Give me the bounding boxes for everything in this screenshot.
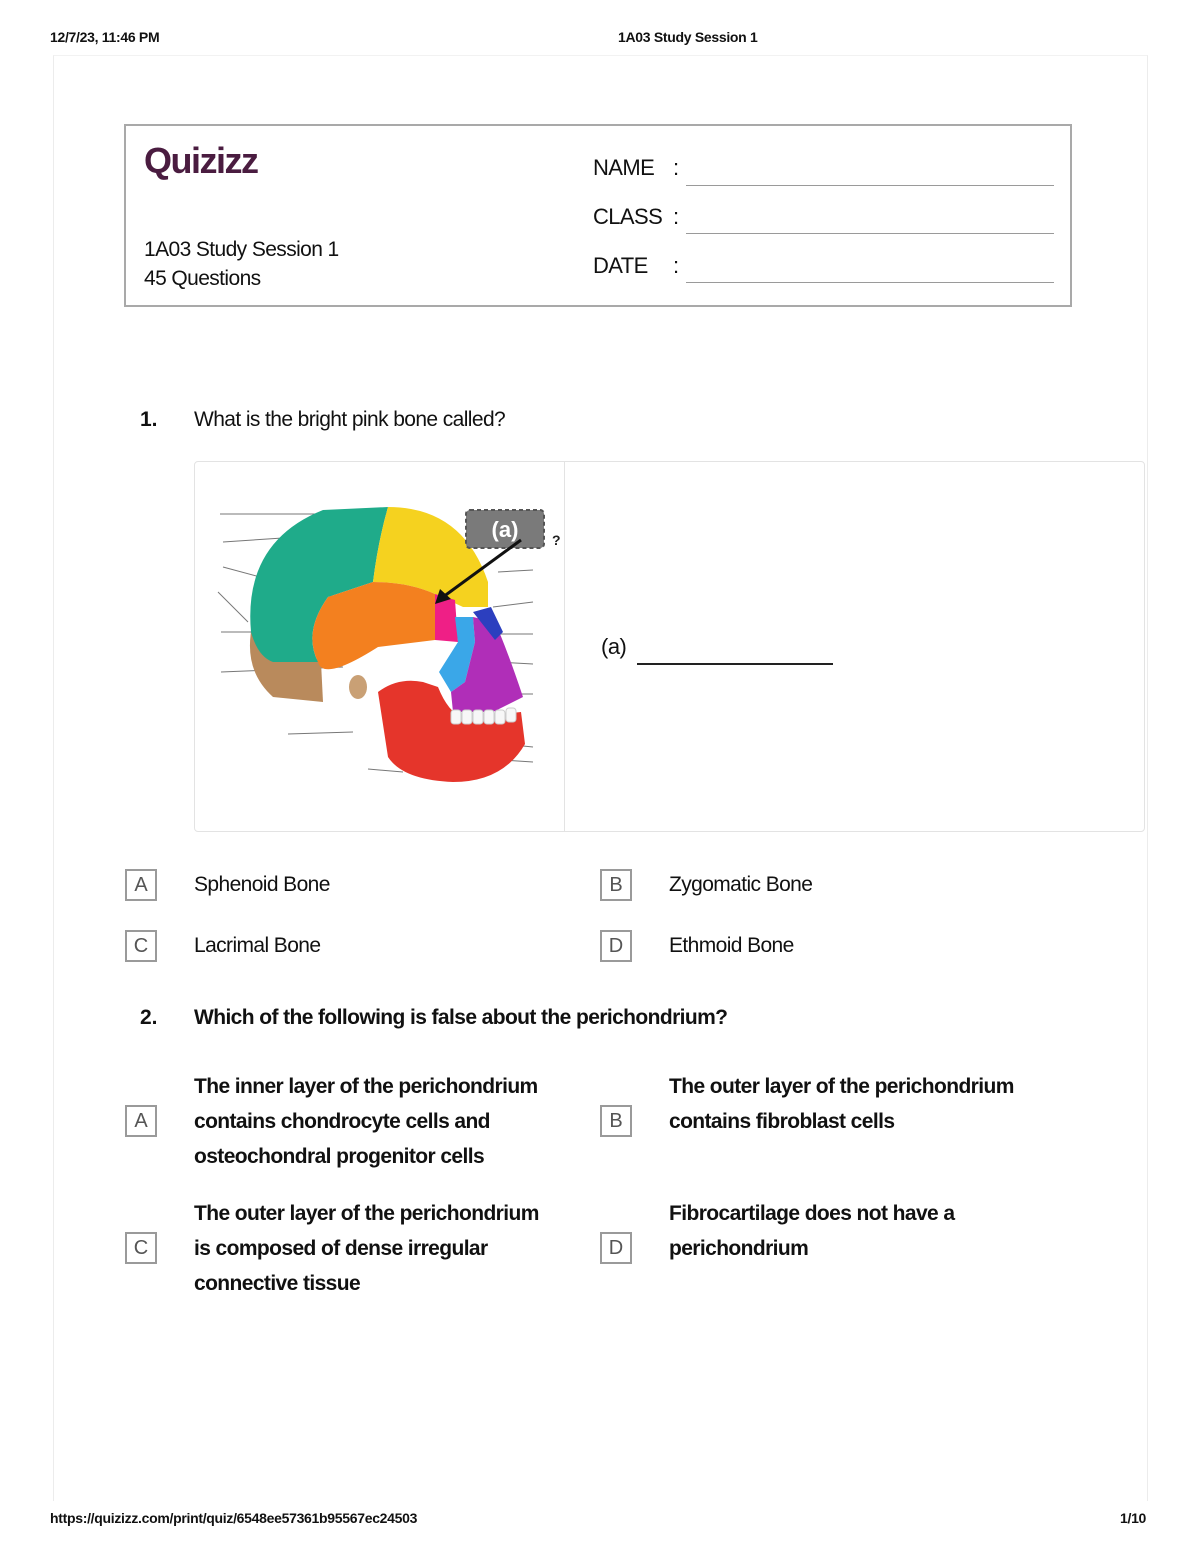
name-line [686,185,1054,186]
q2-option-b-line: contains fibroblast cells [669,1110,895,1133]
name-colon: : [673,155,680,180]
question-1-text: What is the bright pink bone called? [194,408,506,431]
quizizz-logo: Quizizz [144,140,258,181]
print-page-number: 1/10 [1120,1510,1147,1526]
ear-opening [349,675,367,699]
callout-question-mark: ? [552,532,561,548]
date-colon: : [673,253,680,278]
callout-label: (a) [491,517,519,542]
name-label: NAME [593,155,655,180]
q2-option-d-text[interactable] [669,1196,954,1266]
question-1-number: 1. [140,408,158,431]
q2-option-c-text[interactable] [194,1196,539,1301]
q2-option-d-line: Fibrocartilage does not have a [669,1202,955,1225]
print-doc-title: 1A03 Study Session 1 [618,29,758,45]
skull-diagram [203,482,561,782]
quiz-title: 1A03 Study Session 1 [144,238,339,261]
q2-option-b-line: The outer layer of the perichondrium [669,1075,1014,1098]
print-datetime: 12/7/23, 11:46 PM [50,29,160,45]
date-label: DATE [593,253,648,278]
q2-option-c-line: The outer layer of the perichondrium [194,1202,539,1225]
q2-option-a-text[interactable] [194,1069,538,1174]
class-colon: : [673,204,680,229]
q1-option-d-letter[interactable]: D [600,930,632,962]
date-line [686,282,1054,283]
question-2-number: 2. [140,1006,158,1029]
figure-divider [564,462,565,831]
q1-option-c-letter[interactable]: C [125,930,157,962]
q1-option-b-letter[interactable]: B [600,869,632,901]
q1-option-c-text[interactable]: Lacrimal Bone [194,934,321,957]
question-1-figure-card [194,461,1145,832]
q2-option-a-line: osteochondral progenitor cells [194,1145,485,1168]
class-line [686,233,1054,234]
q2-option-b-text[interactable] [669,1069,1014,1139]
class-label: CLASS [593,204,663,229]
q1-option-d-text[interactable]: Ethmoid Bone [669,934,794,957]
q2-option-a-line: The inner layer of the perichondrium [194,1075,538,1098]
q2-option-c-line: connective tissue [194,1272,361,1295]
answer-blank-line [637,663,833,665]
q1-option-b-text[interactable]: Zygomatic Bone [669,873,813,896]
q1-option-a-letter[interactable]: A [125,869,157,901]
q2-option-a-line: contains chondrocyte cells and [194,1110,490,1133]
answer-blank-label: (a) [601,634,627,659]
q1-option-a-text[interactable]: Sphenoid Bone [194,873,330,896]
quiz-header-box [124,124,1072,307]
q2-option-a-letter[interactable]: A [125,1105,157,1137]
q2-option-c-letter[interactable]: C [125,1232,157,1264]
q2-option-d-letter[interactable]: D [600,1232,632,1264]
question-count: 45 Questions [144,267,261,290]
print-url: https://quizizz.com/print/quiz/6548ee57361b95567ec24503 [50,1510,418,1526]
q2-option-c-line: is composed of dense irregular [194,1237,488,1260]
q2-option-d-line: perichondrium [669,1237,809,1260]
question-2-text: Which of the following is false about the perichondrium? [194,1006,728,1029]
q2-option-b-letter[interactable]: B [600,1105,632,1137]
